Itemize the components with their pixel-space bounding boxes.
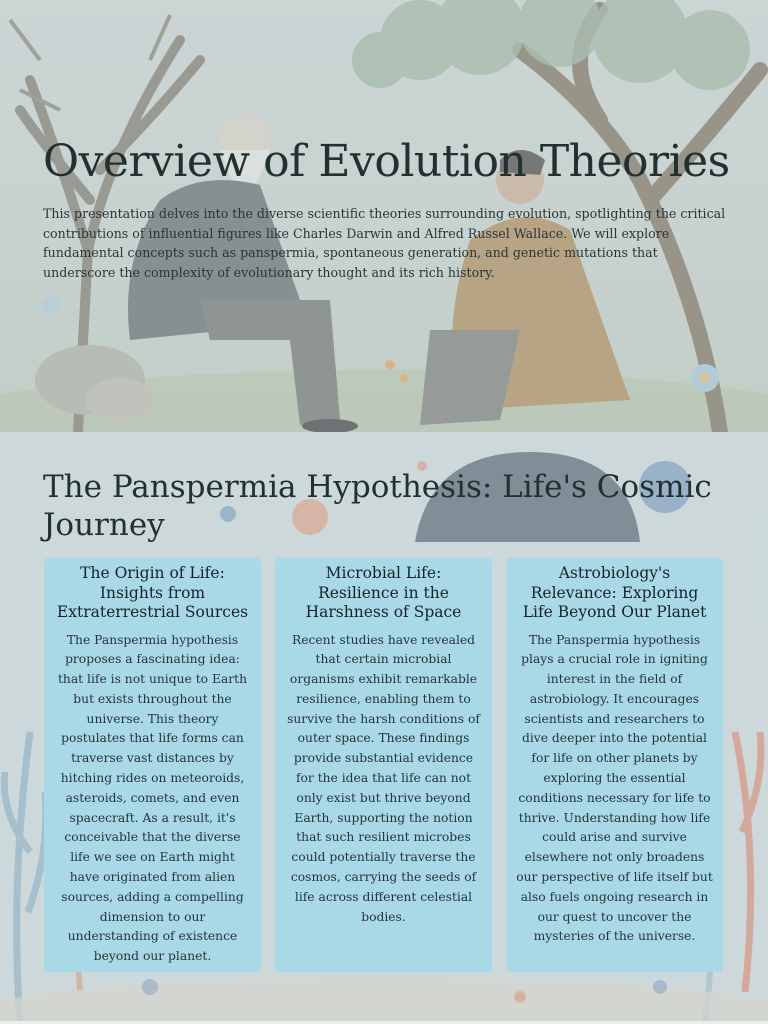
section-title: The Panspermia Hypothesis: Life's Cosmic Journey (43, 469, 712, 543)
card-body: The Panspermia hypothesis proposes a fascinating idea: that life is not unique to Earth but exists throughout the universe. This theory postulates that life forms can traverse vast distances by hitching rides on meteoroids, asteroids, comets, and even spacecraft. As a result, it's conceivable that the diverse life we see on Earth might have originated from alien sources, adding a compelling dimension to our understanding of existence beyond our planet. (57, 632, 248, 964)
card-body: The Panspermia hypothesis plays a crucial role in igniting interest in the field of astrobiology. It encourages scientists and researchers to dive deeper into the potential for life on other planets by exploring the essential conditions necessary for life to thrive. Understanding how life could arise and survive elsewhere not only broadens our perspective of life itself but also fuels ongoing research in our quest to uncover the mysteries of the universe. (516, 632, 713, 944)
card-origin-of-life (44, 558, 261, 972)
card-microbial-life (275, 558, 492, 972)
card-heading: Microbial Life: Resilience in the Harshness of Space (305, 564, 462, 621)
card-heading: The Origin of Life: Insights from Extraterrestrial Sources (56, 564, 249, 621)
intro-paragraph: This presentation delves into the diverse scientific theories surrounding evolution, spotlighting the critical contributions of influential figures like Charles Darwin and Alfred Russel Wallace. We will explore fundamental concepts such as panspermia, spontaneous generation, and genetic mutations that underscore the complexity of evolutionary thought and its rich history. (43, 206, 726, 280)
page-title: Overview of Evolution Theories (43, 136, 730, 187)
card-heading: Astrobiology's Relevance: Exploring Life Beyond Our Planet (522, 564, 707, 621)
panspermia-section (0, 432, 768, 1022)
hero-section (0, 0, 768, 432)
card-body: Recent studies have revealed that certain microbial organisms exhibit remarkable resilience, enabling them to survive the harsh conditions of outer space. These findings provide substantial evidence for the idea that life can not only exist but thrive beyond Earth, supporting the notion that such resilient microbes could potentially traverse the cosmos, carrying the seeds of life across different celestial bodies. (287, 632, 480, 924)
card-astrobiology (506, 558, 723, 972)
